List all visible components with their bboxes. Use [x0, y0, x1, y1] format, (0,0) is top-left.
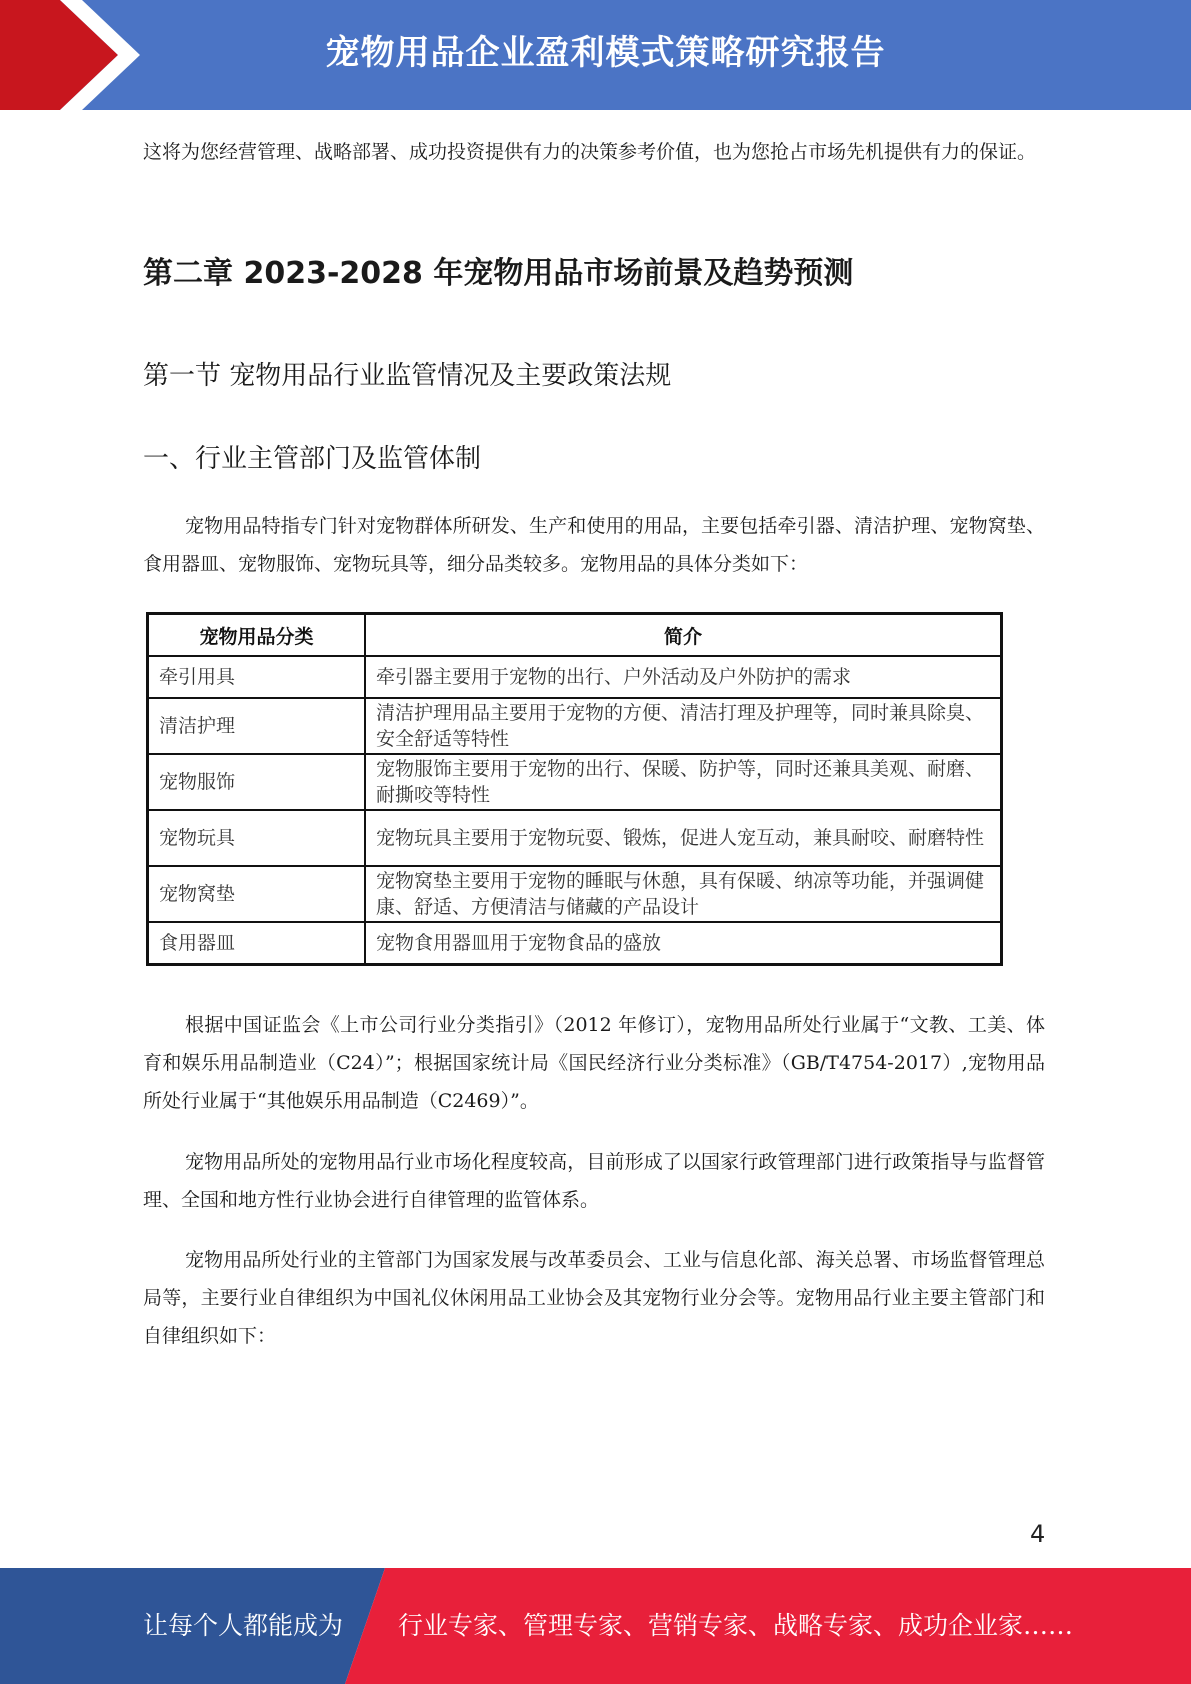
table-cell-category: 宠物玩具 [148, 810, 366, 866]
table-header-description: 简介 [365, 614, 1002, 657]
body-paragraph: 宠物用品所处的宠物用品行业市场化程度较高，目前形成了以国家行政管理部门进行政策指导与监督管理、全国和地方性行业协会进行自律管理的监管体系。 [143, 1151, 1045, 1211]
chapter-title: 第二章 2023-2028 年宠物用品市场前景及趋势预测 [143, 256, 854, 291]
paragraph-block-4 [143, 1241, 1045, 1355]
report-title: 宠物用品企业盈利模式策略研究报告 [325, 33, 886, 73]
table-cell-category: 牵引用具 [148, 656, 366, 698]
table-cell-category: 清洁护理 [148, 698, 366, 754]
body-paragraph: 根据中国证监会《上市公司行业分类指引》（2012 年修订），宠物用品所处行业属于“文教、工美、体育和娱乐用品制造业（C24）”；根据国家统计局《国民经济行业分类标准》（GB/T4754-2017）,宠物用品所处行业属于“其他娱乐用品制造（C2469）”。 [143, 1014, 1045, 1112]
table-cell-category: 宠物服饰 [148, 754, 366, 810]
paragraph-block-2 [143, 1006, 1045, 1120]
intro-paragraph: 这将为您经营管理、战略部署、成功投资提供有力的决策参考价值，也为您抢占市场先机提供有力的保证。 [143, 141, 1037, 163]
table-cell-description: 宠物玩具主要用于宠物玩耍、锻炼，促进人宠互动，兼具耐咬、耐磨特性 [365, 810, 1002, 866]
body-paragraph: 宠物用品所处行业的主管部门为国家发展与改革委员会、工业与信息化部、海关总署、市场监督管理总局等，主要行业自律组织为中国礼仪休闲用品工业协会及其宠物行业分会等。宠物用品行业主要主管部门和自律组织如下： [143, 1249, 1045, 1347]
pet-product-category-table [146, 612, 1003, 966]
table-row [148, 810, 1002, 866]
table-header-category: 宠物用品分类 [148, 614, 366, 657]
table-header-row [148, 614, 1002, 657]
table-cell-description: 宠物食用器皿用于宠物食品的盛放 [365, 922, 1002, 965]
table-cell-description: 宠物窝垫主要用于宠物的睡眠与休憩，具有保暖、纳凉等功能，并强调健康、舒适、方便清洁与储藏的产品设计 [365, 866, 1002, 922]
table-row [148, 656, 1002, 698]
table-row [148, 866, 1002, 922]
footer-slogan-right: 行业专家、管理专家、营销专家、战略专家、成功企业家…… [398, 1611, 1074, 1640]
footer-slogan-left: 让每个人都能成为 [143, 1611, 344, 1640]
body-paragraph: 宠物用品特指专门针对宠物群体所研发、生产和使用的用品，主要包括牵引器、清洁护理、宠物窝垫、食用器皿、宠物服饰、宠物玩具等，细分品类较多。宠物用品的具体分类如下： [143, 515, 1045, 575]
paragraph-block-3 [143, 1143, 1045, 1219]
footer-banner [0, 1568, 1191, 1684]
intro-block [143, 133, 1045, 171]
section-title: 第一节 宠物用品行业监管情况及主要政策法规 [143, 361, 672, 391]
table-cell-description: 牵引器主要用于宠物的出行、户外活动及户外防护的需求 [365, 656, 1002, 698]
subsection-title: 一、行业主管部门及监管体制 [143, 444, 482, 474]
table-cell-category: 宠物窝垫 [148, 866, 366, 922]
table-cell-description: 清洁护理用品主要用于宠物的方便、清洁打理及护理等，同时兼具除臭、安全舒适等特性 [365, 698, 1002, 754]
header-banner [0, 0, 1191, 110]
paragraph-block-1 [143, 507, 1045, 583]
table-cell-category: 食用器皿 [148, 922, 366, 965]
table-row [148, 922, 1002, 965]
chapter-block [143, 254, 1045, 294]
table-cell-description: 宠物服饰主要用于宠物的出行、保暖、防护等，同时还兼具美观、耐磨、耐撕咬等特性 [365, 754, 1002, 810]
section-block [143, 358, 1045, 394]
table-row [148, 754, 1002, 810]
subsection-block [143, 441, 1045, 477]
page-number: 4 [1030, 1520, 1046, 1548]
table-row [148, 698, 1002, 754]
